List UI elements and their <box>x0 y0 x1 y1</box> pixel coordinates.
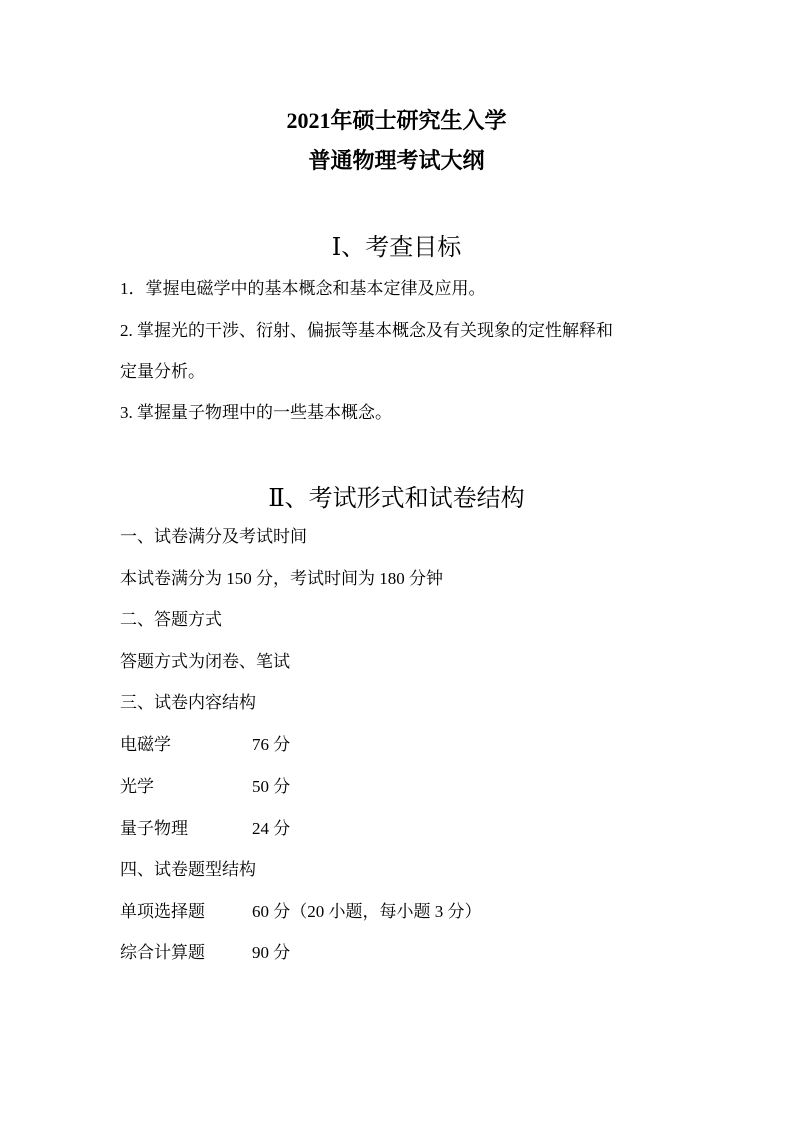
content-value: 24 分 <box>252 819 291 838</box>
content-row <box>120 814 291 839</box>
objective-line: 3. 掌握量子物理中的一些基本概念。 <box>120 403 392 422</box>
content-row <box>120 772 291 797</box>
objective-line: 1．掌握电磁学中的基本概念和基本定律及应用。 <box>120 279 486 298</box>
content-row <box>120 730 291 755</box>
type-value: 90 分 <box>252 943 291 962</box>
subheading-score-time: 一、试卷满分及考试时间 <box>120 527 307 546</box>
subheading-answer-method: 二、答题方式 <box>120 610 222 629</box>
content-label: 光学 <box>120 777 154 796</box>
section-heading-objectives: Ⅰ、考查目标 <box>331 235 462 261</box>
content-value: 76 分 <box>252 735 291 754</box>
objective-line: 2. 掌握光的干涉、衍射、偏振等基本概念及有关现象的定性解释和 <box>120 321 613 340</box>
type-label: 单项选择题 <box>120 902 205 921</box>
answer-method-text: 答题方式为闭卷、笔试 <box>120 652 290 671</box>
type-row <box>120 897 482 922</box>
document-title-line-1: 2021年硕士研究生入学 <box>286 108 507 133</box>
type-row <box>120 938 291 963</box>
section-heading-exam-format: Ⅱ、考试形式和试卷结构 <box>268 486 525 512</box>
objective-line: 定量分析。 <box>120 362 205 381</box>
content-value: 50 分 <box>252 777 291 796</box>
subheading-content-structure: 三、试卷内容结构 <box>120 693 256 712</box>
type-label: 综合计算题 <box>120 943 205 962</box>
document-title-line-2: 普通物理考试大纲 <box>308 148 485 173</box>
content-label: 量子物理 <box>120 819 188 838</box>
content-label: 电磁学 <box>120 735 171 754</box>
score-time-text: 本试卷满分为 150 分，考试时间为 180 分钟 <box>120 569 443 588</box>
type-value: 60 分（20 小题，每小题 3 分） <box>252 902 482 921</box>
subheading-question-types: 四、试卷题型结构 <box>120 860 256 879</box>
